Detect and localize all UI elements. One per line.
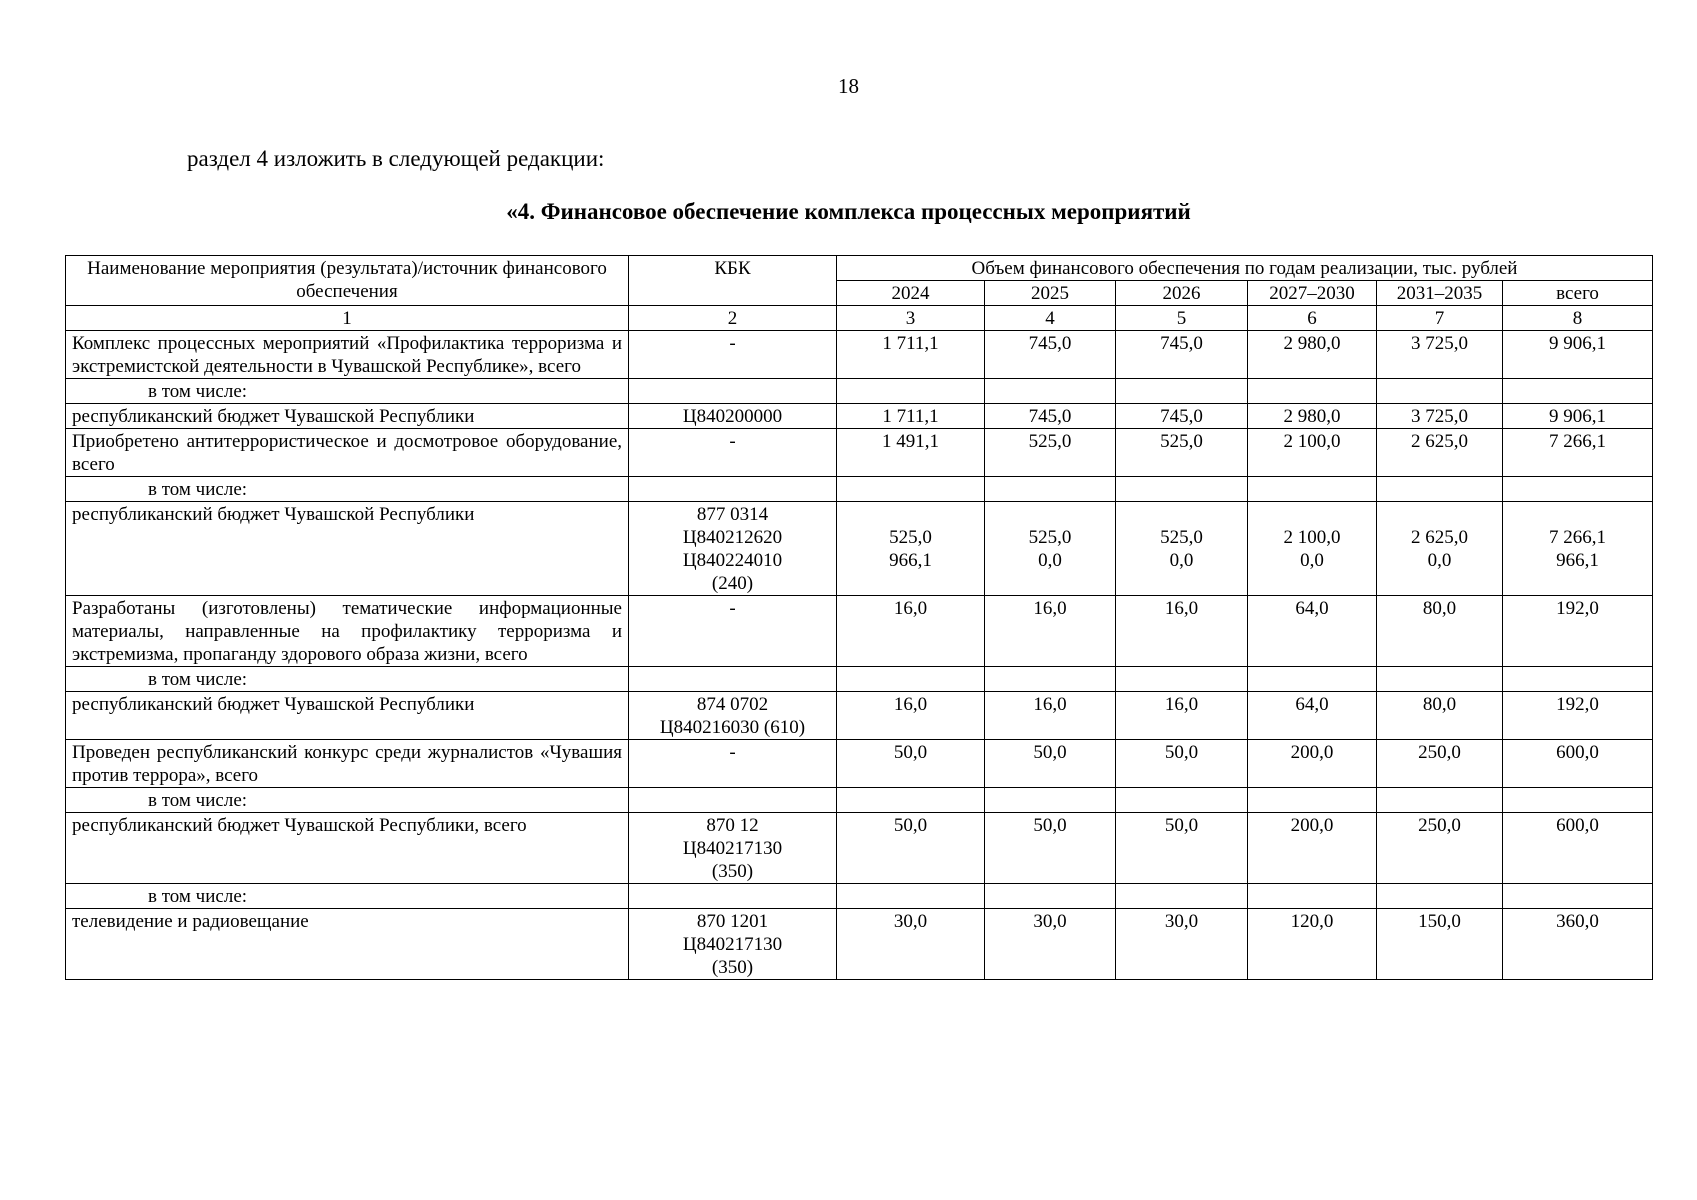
value-line: 525,0 <box>1028 527 1072 548</box>
row-value <box>1248 909 1377 980</box>
row-value <box>1377 909 1503 980</box>
row-kbk <box>629 884 837 909</box>
row-value <box>1248 331 1377 379</box>
value-line <box>843 503 978 526</box>
value-line <box>1254 503 1370 526</box>
row-name: Комплекс процессных мероприятий «Профилактика терроризма и экстремистской деятельности в Чувашской Республике», всего <box>66 331 629 379</box>
row-value <box>1248 740 1377 788</box>
value-line: 1 491,1 <box>882 431 939 452</box>
kbk-line: (240) <box>711 573 754 594</box>
value-line: 16,0 <box>893 598 928 619</box>
row-kbk <box>629 596 837 667</box>
row-value <box>837 909 985 980</box>
column-number: 4 <box>985 306 1116 331</box>
row-value <box>1116 884 1248 909</box>
header-volume: Объем финансового обеспечения по годам реализации, тыс. рублей <box>837 256 1653 281</box>
row-value <box>1377 692 1503 740</box>
row-value <box>1248 813 1377 884</box>
table-row <box>66 429 1653 477</box>
row-value <box>1116 909 1248 980</box>
column-number: 1 <box>66 306 629 331</box>
row-kbk <box>629 477 837 502</box>
row-total <box>1503 429 1653 477</box>
row-value <box>985 813 1116 884</box>
value-line: 150,0 <box>1418 911 1461 932</box>
row-total <box>1503 477 1653 502</box>
value-line: 9 906,1 <box>1549 333 1606 354</box>
kbk-line: Ц840217130 <box>682 838 783 859</box>
kbk-line: - <box>729 598 736 619</box>
row-total <box>1503 909 1653 980</box>
row-value <box>1248 692 1377 740</box>
including-label: в том числе: <box>66 788 629 813</box>
value-line: 600,0 <box>1556 742 1599 763</box>
including-label: в том числе: <box>66 884 629 909</box>
row-value <box>1116 331 1248 379</box>
kbk-line: - <box>729 742 736 763</box>
row-total <box>1503 596 1653 667</box>
row-total <box>1503 502 1653 596</box>
row-value <box>837 331 985 379</box>
subheading-row <box>66 379 1653 404</box>
subheading-row <box>66 667 1653 692</box>
subheading-row <box>66 884 1653 909</box>
row-name: республиканский бюджет Чувашской Республики, всего <box>66 813 629 884</box>
table-body <box>66 331 1653 980</box>
value-line: 50,0 <box>1164 815 1199 836</box>
value-line: 7 266,1 <box>1549 527 1606 548</box>
row-value <box>985 692 1116 740</box>
table-row <box>66 692 1653 740</box>
row-total <box>1503 379 1653 404</box>
header-year: 2031–2035 <box>1377 281 1503 306</box>
row-value <box>1116 813 1248 884</box>
value-line: 80,0 <box>1422 694 1457 715</box>
value-line: 966,1 <box>1556 550 1599 571</box>
row-value <box>1377 813 1503 884</box>
row-value <box>985 788 1116 813</box>
row-value <box>1377 331 1503 379</box>
row-value <box>1248 379 1377 404</box>
value-line <box>1509 503 1646 526</box>
row-value <box>1116 667 1248 692</box>
row-value <box>1116 692 1248 740</box>
value-line: 30,0 <box>893 911 928 932</box>
column-number: 8 <box>1503 306 1653 331</box>
kbk-line: Ц840216030 (610) <box>659 717 806 738</box>
row-value <box>1377 667 1503 692</box>
header-year: 2024 <box>837 281 985 306</box>
including-label: в том числе: <box>66 667 629 692</box>
row-value <box>985 667 1116 692</box>
value-line: 192,0 <box>1556 598 1599 619</box>
row-total <box>1503 813 1653 884</box>
row-value <box>1377 429 1503 477</box>
row-value <box>1377 740 1503 788</box>
subheading-row <box>66 788 1653 813</box>
table-row <box>66 596 1653 667</box>
row-value <box>1248 477 1377 502</box>
row-name: республиканский бюджет Чувашской Республики <box>66 502 629 596</box>
value-line: 200,0 <box>1290 742 1334 763</box>
row-value <box>985 884 1116 909</box>
row-value <box>985 379 1116 404</box>
row-kbk <box>629 740 837 788</box>
value-line: 16,0 <box>1164 694 1199 715</box>
row-total <box>1503 331 1653 379</box>
value-line: 2 100,0 <box>1283 431 1341 452</box>
value-line: 16,0 <box>1033 694 1067 715</box>
row-value <box>837 477 985 502</box>
row-value <box>1248 404 1377 429</box>
column-number: 6 <box>1248 306 1377 331</box>
value-line: 250,0 <box>1418 815 1461 836</box>
row-value <box>1248 596 1377 667</box>
column-number: 2 <box>629 306 837 331</box>
row-value <box>1116 740 1248 788</box>
value-line: 2 980,0 <box>1283 333 1341 354</box>
row-value <box>837 884 985 909</box>
value-line: 50,0 <box>1164 742 1199 763</box>
row-value <box>1248 884 1377 909</box>
row-value <box>837 404 985 429</box>
row-value <box>1116 788 1248 813</box>
page-number: 18 <box>838 74 859 98</box>
section-title: «4. Финансовое обеспечение комплекса процессных мероприятий <box>506 199 1191 224</box>
row-value <box>985 404 1116 429</box>
header-year: 2027–2030 <box>1248 281 1377 306</box>
intro-text: раздел 4 изложить в следующей редакции: <box>187 146 605 171</box>
value-line: 50,0 <box>893 742 928 763</box>
row-value <box>1377 596 1503 667</box>
table-row <box>66 502 1653 596</box>
row-value <box>1377 404 1503 429</box>
row-value <box>1248 788 1377 813</box>
header-kbk: КБК <box>629 256 837 306</box>
row-value <box>837 740 985 788</box>
value-line: 80,0 <box>1422 598 1457 619</box>
table-row <box>66 909 1653 980</box>
row-value <box>985 331 1116 379</box>
row-kbk <box>629 379 837 404</box>
row-kbk <box>629 813 837 884</box>
value-line: 16,0 <box>1033 598 1067 619</box>
row-value <box>1248 502 1377 596</box>
row-value <box>837 667 985 692</box>
row-name: Разработаны (изготовлены) тематические информационные материалы, направленные на профилактику терроризма и экстремизма, пропаганду здорового образа жизни, всего <box>66 596 629 667</box>
row-value <box>1116 379 1248 404</box>
value-line: 16,0 <box>1164 598 1199 619</box>
header-name: Наименование мероприятия (результата)/источник финансового обеспечения <box>66 256 629 306</box>
kbk-line: - <box>729 431 736 452</box>
value-line <box>1383 503 1496 526</box>
value-line: 1 711,1 <box>882 406 939 427</box>
row-value <box>1377 788 1503 813</box>
table-row <box>66 331 1653 379</box>
row-name: республиканский бюджет Чувашской Республики <box>66 404 629 429</box>
value-line: 192,0 <box>1556 694 1599 715</box>
value-line: 745,0 <box>1160 333 1203 354</box>
row-value <box>1377 502 1503 596</box>
row-value <box>985 909 1116 980</box>
row-name: республиканский бюджет Чувашской Республики <box>66 692 629 740</box>
row-kbk <box>629 404 837 429</box>
value-line <box>1122 503 1241 526</box>
header-year: 2026 <box>1116 281 1248 306</box>
row-value <box>1248 429 1377 477</box>
column-number: 5 <box>1116 306 1248 331</box>
value-line: 3 725,0 <box>1411 333 1468 354</box>
row-value <box>1116 404 1248 429</box>
row-value <box>985 477 1116 502</box>
kbk-line: (350) <box>711 861 754 882</box>
row-kbk <box>629 788 837 813</box>
value-line: 525,0 <box>1028 431 1072 452</box>
row-value <box>985 740 1116 788</box>
value-line: 745,0 <box>1028 406 1072 427</box>
table-row <box>66 813 1653 884</box>
value-line: 525,0 <box>889 527 932 548</box>
kbk-line: 870 1201 <box>696 911 769 932</box>
row-value <box>985 429 1116 477</box>
row-value <box>1116 429 1248 477</box>
value-line: 2 625,0 <box>1411 527 1468 548</box>
value-line: 525,0 <box>1160 527 1203 548</box>
value-line: 3 725,0 <box>1411 406 1468 427</box>
row-value <box>1116 477 1248 502</box>
value-line: 50,0 <box>1033 815 1067 836</box>
value-line: 7 266,1 <box>1549 431 1606 452</box>
value-line: 1 711,1 <box>882 333 939 354</box>
value-line: 16,0 <box>893 694 928 715</box>
kbk-line: - <box>729 333 736 354</box>
column-numbers-row <box>66 306 1653 331</box>
kbk-line: Ц840217130 <box>682 934 783 955</box>
kbk-line: 874 0702 <box>696 694 769 715</box>
value-line: 200,0 <box>1290 815 1334 836</box>
kbk-line: Ц840200000 <box>682 406 783 427</box>
value-line: 966,1 <box>889 550 932 571</box>
financing-table <box>65 255 1653 980</box>
row-kbk <box>629 909 837 980</box>
row-total <box>1503 740 1653 788</box>
value-line: 50,0 <box>893 815 928 836</box>
value-line: 2 980,0 <box>1283 406 1341 427</box>
row-value <box>837 502 985 596</box>
row-name: телевидение и радиовещание <box>66 909 629 980</box>
including-label: в том числе: <box>66 379 629 404</box>
row-value <box>1116 596 1248 667</box>
kbk-line: Ц840212620 <box>682 527 783 548</box>
value-line: 2 100,0 <box>1283 527 1341 548</box>
value-line: 64,0 <box>1295 598 1329 619</box>
row-value <box>837 813 985 884</box>
kbk-line: (350) <box>711 957 754 978</box>
including-label: в том числе: <box>66 477 629 502</box>
row-kbk <box>629 331 837 379</box>
value-line: 0,0 <box>1169 550 1194 571</box>
row-value <box>1377 477 1503 502</box>
row-value <box>837 788 985 813</box>
row-value <box>985 596 1116 667</box>
row-value <box>837 692 985 740</box>
row-value <box>837 429 985 477</box>
value-line: 745,0 <box>1160 406 1203 427</box>
header-year: 2025 <box>985 281 1116 306</box>
column-number: 7 <box>1377 306 1503 331</box>
row-total <box>1503 667 1653 692</box>
value-line <box>991 503 1109 526</box>
row-value <box>1116 502 1248 596</box>
value-line: 30,0 <box>1164 911 1199 932</box>
row-value <box>837 596 985 667</box>
table-row <box>66 740 1653 788</box>
row-total <box>1503 404 1653 429</box>
header-total: всего <box>1503 281 1653 306</box>
table-row <box>66 404 1653 429</box>
row-value <box>1248 667 1377 692</box>
value-line: 0,0 <box>1038 550 1062 571</box>
row-total <box>1503 788 1653 813</box>
row-total <box>1503 884 1653 909</box>
value-line: 120,0 <box>1290 911 1334 932</box>
subheading-row <box>66 477 1653 502</box>
value-line: 64,0 <box>1295 694 1329 715</box>
kbk-line: Ц840224010 <box>682 550 783 571</box>
header-row <box>66 256 1653 281</box>
row-name: Проведен республиканский конкурс среди журналистов «Чувашия против террора», всего <box>66 740 629 788</box>
value-line: 0,0 <box>1300 550 1324 571</box>
row-total <box>1503 692 1653 740</box>
row-value <box>1377 884 1503 909</box>
value-line: 360,0 <box>1556 911 1599 932</box>
row-kbk <box>629 667 837 692</box>
value-line: 0,0 <box>1427 550 1452 571</box>
value-line: 600,0 <box>1556 815 1599 836</box>
value-line: 50,0 <box>1033 742 1067 763</box>
kbk-line: 870 12 <box>706 815 759 836</box>
row-kbk <box>629 502 837 596</box>
value-line: 525,0 <box>1160 431 1203 452</box>
value-line: 250,0 <box>1418 742 1461 763</box>
row-value <box>985 502 1116 596</box>
row-kbk <box>629 429 837 477</box>
row-kbk <box>629 692 837 740</box>
row-value <box>837 379 985 404</box>
value-line: 9 906,1 <box>1549 406 1606 427</box>
kbk-line: 877 0314 <box>696 504 769 525</box>
value-line: 745,0 <box>1028 333 1072 354</box>
row-value <box>1377 379 1503 404</box>
column-number: 3 <box>837 306 985 331</box>
value-line: 30,0 <box>1033 911 1067 932</box>
value-line: 2 625,0 <box>1411 431 1468 452</box>
row-name: Приобретено антитеррористическое и досмотровое оборудование, всего <box>66 429 629 477</box>
